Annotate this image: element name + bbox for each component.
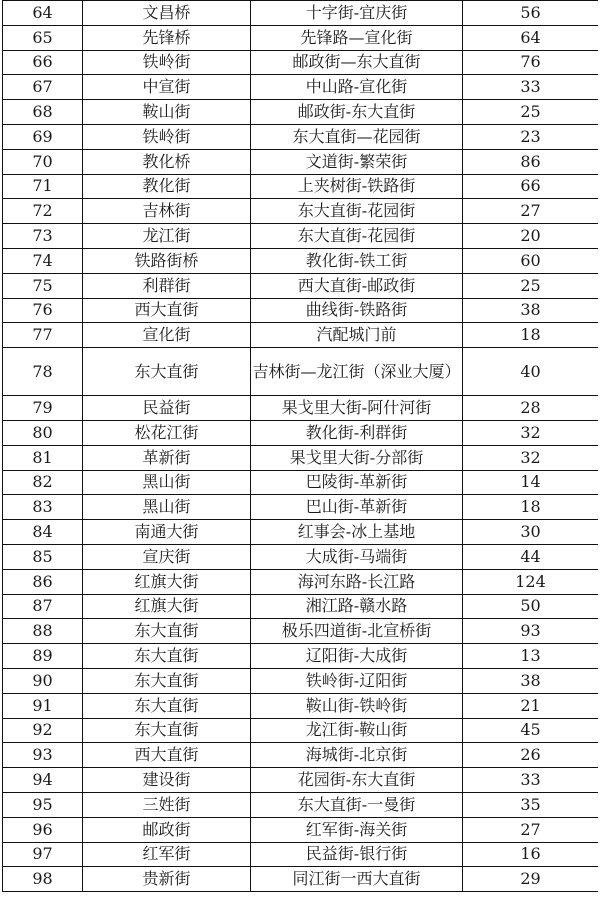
cell-count: 33 <box>463 75 599 100</box>
cell-road-section: 鞍山街-铁岭街 <box>251 693 463 718</box>
table-row <box>3 693 599 718</box>
table-row <box>3 718 599 743</box>
cell-road-section: 果戈里大街-分部街 <box>251 445 463 470</box>
cell-count: 27 <box>463 199 599 224</box>
cell-number: 68 <box>3 100 83 125</box>
table-row <box>3 867 599 892</box>
cell-road-section: 巴山街-革新街 <box>251 495 463 520</box>
cell-number: 71 <box>3 174 83 199</box>
table-row <box>3 174 599 199</box>
cell-street-name: 中宣街 <box>83 75 251 100</box>
cell-number: 89 <box>3 644 83 669</box>
cell-count: 28 <box>463 396 599 421</box>
table-container <box>2 0 598 923</box>
cell-street-name: 龙江街 <box>83 224 251 249</box>
table-row <box>3 224 599 249</box>
cell-road-section: 上夹树街-铁路街 <box>251 174 463 199</box>
cell-count: 16 <box>463 842 599 867</box>
cell-street-name: 红旗大街 <box>83 594 251 619</box>
cell-street-name: 教化桥 <box>83 149 251 174</box>
table-row <box>3 768 599 793</box>
cell-street-name: 三姓街 <box>83 792 251 817</box>
cell-number: 95 <box>3 792 83 817</box>
cell-number: 67 <box>3 75 83 100</box>
cell-street-name: 东大直街 <box>83 619 251 644</box>
cell-number: 66 <box>3 50 83 75</box>
cell-road-section: 极乐四道街-北宣桥街 <box>251 619 463 644</box>
cell-street-name: 民益街 <box>83 396 251 421</box>
cell-street-name: 红旗大街 <box>83 569 251 594</box>
cell-count: 40 <box>463 348 599 396</box>
cell-count: 18 <box>463 323 599 348</box>
data-table <box>2 0 598 892</box>
cell-street-name: 东大直街 <box>83 668 251 693</box>
cell-road-section: 十字街-宜庆街 <box>251 1 463 26</box>
table-row <box>3 743 599 768</box>
cell-count: 64 <box>463 25 599 50</box>
cell-count: 60 <box>463 248 599 273</box>
table-row <box>3 248 599 273</box>
table-row <box>3 396 599 421</box>
cell-number: 77 <box>3 323 83 348</box>
cell-street-name: 松花江街 <box>83 420 251 445</box>
cell-street-name: 建设街 <box>83 768 251 793</box>
cell-number: 72 <box>3 199 83 224</box>
cell-number: 70 <box>3 149 83 174</box>
cell-count: 45 <box>463 718 599 743</box>
cell-count: 18 <box>463 495 599 520</box>
table-row <box>3 124 599 149</box>
cell-count: 50 <box>463 594 599 619</box>
table-row <box>3 668 599 693</box>
cell-number: 83 <box>3 495 83 520</box>
table-row <box>3 792 599 817</box>
table-row <box>3 149 599 174</box>
cell-number: 92 <box>3 718 83 743</box>
cell-road-section: 大成街-马端街 <box>251 544 463 569</box>
table-row <box>3 50 599 75</box>
cell-count: 32 <box>463 445 599 470</box>
cell-street-name: 东大直街 <box>83 693 251 718</box>
cell-road-section: 东大直街-花园街 <box>251 224 463 249</box>
cell-count: 86 <box>463 149 599 174</box>
cell-street-name: 吉林街 <box>83 199 251 224</box>
cell-road-section: 西大直街-邮政街 <box>251 273 463 298</box>
table-row <box>3 594 599 619</box>
cell-street-name: 东大直街 <box>83 718 251 743</box>
cell-number: 87 <box>3 594 83 619</box>
cell-count: 25 <box>463 100 599 125</box>
cell-street-name: 东大直街 <box>83 644 251 669</box>
cell-street-name: 铁路街桥 <box>83 248 251 273</box>
cell-street-name: 宣庆街 <box>83 544 251 569</box>
table-row <box>3 100 599 125</box>
table-row <box>3 199 599 224</box>
cell-road-section: 汽配城门前 <box>251 323 463 348</box>
cell-number: 88 <box>3 619 83 644</box>
cell-number: 90 <box>3 668 83 693</box>
table-row <box>3 520 599 545</box>
cell-count: 30 <box>463 520 599 545</box>
cell-road-section: 红军街-海关街 <box>251 817 463 842</box>
cell-number: 78 <box>3 348 83 396</box>
table-row <box>3 323 599 348</box>
cell-count: 32 <box>463 420 599 445</box>
cell-road-section: 东大直街—花园街 <box>251 124 463 149</box>
cell-number: 74 <box>3 248 83 273</box>
cell-road-section: 民益街-银行街 <box>251 842 463 867</box>
table-row <box>3 842 599 867</box>
cell-street-name: 铁岭街 <box>83 124 251 149</box>
cell-road-section: 果戈里大街-阿什河街 <box>251 396 463 421</box>
cell-street-name: 西大直街 <box>83 298 251 323</box>
cell-road-section: 辽阳街-大成街 <box>251 644 463 669</box>
cell-road-section: 邮政街—东大直街 <box>251 50 463 75</box>
cell-road-section: 湘江路-赣水路 <box>251 594 463 619</box>
cell-number: 98 <box>3 867 83 892</box>
cell-number: 94 <box>3 768 83 793</box>
table-row <box>3 420 599 445</box>
cell-road-section: 海城街-北京街 <box>251 743 463 768</box>
cell-number: 82 <box>3 470 83 495</box>
cell-count: 13 <box>463 644 599 669</box>
cell-number: 73 <box>3 224 83 249</box>
cell-road-section: 同江街一西大直街 <box>251 867 463 892</box>
cell-count: 14 <box>463 470 599 495</box>
cell-street-name: 红军街 <box>83 842 251 867</box>
cell-road-section: 教化街-铁工街 <box>251 248 463 273</box>
cell-road-section: 巴陵街-革新街 <box>251 470 463 495</box>
cell-street-name: 先锋桥 <box>83 25 251 50</box>
cell-street-name: 宣化街 <box>83 323 251 348</box>
cell-street-name: 黑山街 <box>83 470 251 495</box>
cell-number: 97 <box>3 842 83 867</box>
cell-number: 93 <box>3 743 83 768</box>
cell-number: 64 <box>3 1 83 26</box>
cell-road-section: 曲线街-铁路街 <box>251 298 463 323</box>
cell-street-name: 邮政街 <box>83 817 251 842</box>
cell-street-name: 革新街 <box>83 445 251 470</box>
table-row <box>3 445 599 470</box>
cell-count: 20 <box>463 224 599 249</box>
cell-road-section: 东大直街-一曼街 <box>251 792 463 817</box>
cell-number: 84 <box>3 520 83 545</box>
cell-number: 80 <box>3 420 83 445</box>
cell-road-section: 邮政街-东大直街 <box>251 100 463 125</box>
cell-count: 35 <box>463 792 599 817</box>
cell-count: 21 <box>463 693 599 718</box>
cell-number: 65 <box>3 25 83 50</box>
cell-street-name: 贵新街 <box>83 867 251 892</box>
cell-number: 86 <box>3 569 83 594</box>
table-row <box>3 298 599 323</box>
cell-road-section: 文道街-繁荣街 <box>251 149 463 174</box>
cell-street-name: 文昌桥 <box>83 1 251 26</box>
table-row <box>3 470 599 495</box>
cell-count: 38 <box>463 668 599 693</box>
cell-count: 38 <box>463 298 599 323</box>
cell-road-section: 花园街-东大直街 <box>251 768 463 793</box>
cell-road-section: 龙江街-鞍山街 <box>251 718 463 743</box>
cell-number: 75 <box>3 273 83 298</box>
cell-number: 96 <box>3 817 83 842</box>
cell-road-section: 红事会-冰上基地 <box>251 520 463 545</box>
cell-count: 29 <box>463 867 599 892</box>
table-row <box>3 817 599 842</box>
cell-number: 69 <box>3 124 83 149</box>
cell-count: 66 <box>463 174 599 199</box>
cell-street-name: 鞍山街 <box>83 100 251 125</box>
table-row <box>3 25 599 50</box>
cell-street-name: 黑山街 <box>83 495 251 520</box>
cell-street-name: 东大直街 <box>83 348 251 396</box>
cell-street-name: 利群街 <box>83 273 251 298</box>
cell-count: 56 <box>463 1 599 26</box>
cell-number: 79 <box>3 396 83 421</box>
table-row <box>3 544 599 569</box>
table-row <box>3 569 599 594</box>
cell-number: 85 <box>3 544 83 569</box>
table-row <box>3 348 599 396</box>
cell-count: 44 <box>463 544 599 569</box>
cell-road-section: 教化街-利群街 <box>251 420 463 445</box>
cell-count: 25 <box>463 273 599 298</box>
cell-road-section: 东大直街-花园街 <box>251 199 463 224</box>
cell-road-section: 吉林街—龙江街（深业大厦） <box>251 348 463 396</box>
cell-count: 93 <box>463 619 599 644</box>
table-row <box>3 644 599 669</box>
cell-road-section: 中山路-宣化街 <box>251 75 463 100</box>
table-body <box>3 1 599 892</box>
table-row <box>3 1 599 26</box>
cell-number: 81 <box>3 445 83 470</box>
cell-road-section: 海河东路-长江路 <box>251 569 463 594</box>
cell-number: 91 <box>3 693 83 718</box>
cell-count: 124 <box>463 569 599 594</box>
table-row <box>3 495 599 520</box>
table-row <box>3 619 599 644</box>
cell-street-name: 西大直街 <box>83 743 251 768</box>
cell-count: 76 <box>463 50 599 75</box>
cell-count: 23 <box>463 124 599 149</box>
cell-street-name: 南通大街 <box>83 520 251 545</box>
cell-number: 76 <box>3 298 83 323</box>
cell-street-name: 教化街 <box>83 174 251 199</box>
cell-count: 26 <box>463 743 599 768</box>
cell-road-section: 铁岭街-辽阳街 <box>251 668 463 693</box>
cell-count: 27 <box>463 817 599 842</box>
cell-count: 33 <box>463 768 599 793</box>
table-row <box>3 75 599 100</box>
cell-street-name: 铁岭街 <box>83 50 251 75</box>
cell-road-section: 先锋路—宣化街 <box>251 25 463 50</box>
table-row <box>3 273 599 298</box>
